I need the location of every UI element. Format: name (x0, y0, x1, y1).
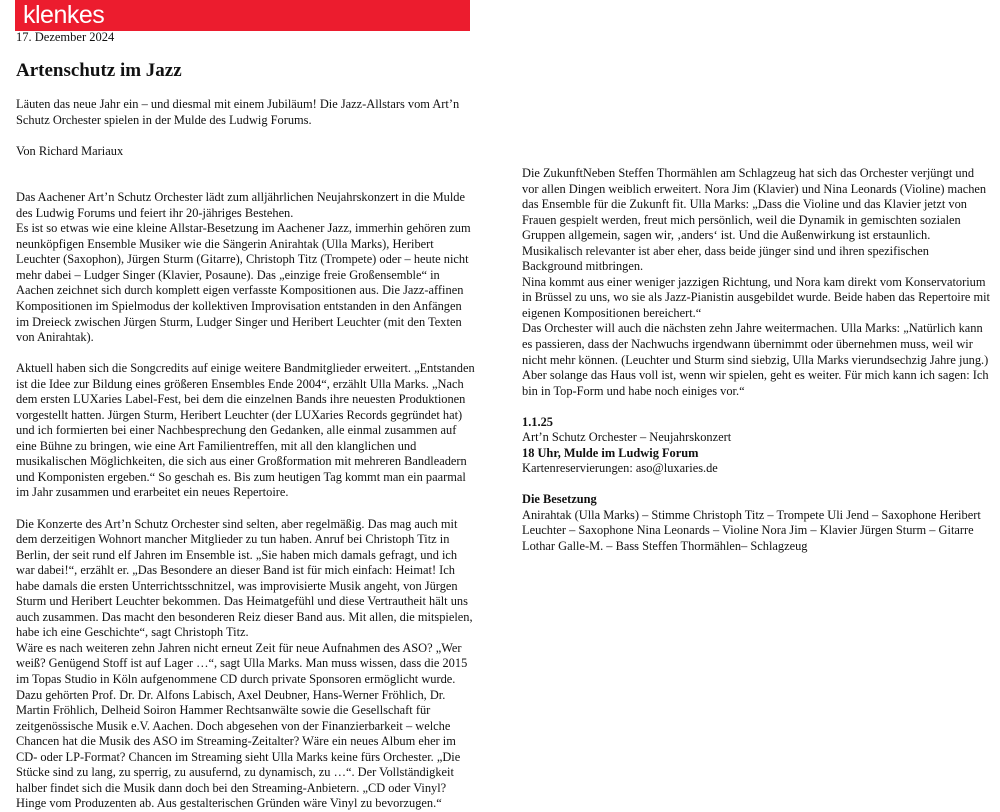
article-paragraph: Wäre es nach weiteren zehn Jahren nicht erneut Zeit für neue Aufnahmen des ASO? „Wer weiß? Genügend Stoff ist auf Lager …“, sagt Ulla Marks. Man muss wissen, dass die 2015 im Topas Studio in Köln aufgenommene CD durch private Sponsoren ermöglicht wurde. Dazu gehörten Prof. Dr. Dr. Alfons Labisch, Axel Deubner, Hans-Werner Fröhlich, Dr. Martin Fröhlich, Delheid Soiron Hammer Rechtsanwälte sowie die Gesellschaft für zeitgenössische Musik e.V. Aachen. Doch abgesehen von der Finanzierbarkeit – welche Chancen hat die Musik des ASO im Streaming-Zeitalter? Wäre ein neues Album eher im CD- oder LP-Format? Chancen im Streaming sieht Ulla Marks keine fürs Orchester. „Die Stücke sind zu lang, zu sperrig, zu ausufernd, zu dynamisch, zu …“. Der Vollständigkeit halber findet sich die Musik dann doch bei den Streaming-Anbietern. „CD oder Vinyl? Hinge vom Produzenten ab. Aus gestalterischen Gründen wäre Vinyl zu bevorzugen.“ (16, 640, 468, 811)
article-byline: Von Richard Mariaux (16, 143, 124, 158)
article-right-column (522, 166, 992, 555)
event-name: Art’n Schutz Orchester – Neujahrskonzert (522, 430, 732, 445)
article-paragraph: Nina kommt aus einer weniger jazzigen Richtung, und Nora kam direkt vom Konservatorium in Brüssel zu uns, wo sie als Jazz-Pianistin ausgebildet wurde. Beide haben das Repertoire mit eigenen Kompositionen bereichert.“ (522, 274, 990, 320)
lineup-heading: Die Besetzung (522, 492, 597, 507)
lineup-text: Anirahtak (Ulla Marks) – Stimme Christoph Titz – Trompete Uli Jend – Saxophone Heribert Leuchter – Saxophone Nina Leonards – Violine Nora Jim – Klavier Jürgen Sturm – Gitarre Lothar Galle-M. – Bass Steffen Thormählen– Schlagzeug (522, 507, 981, 554)
event-info (522, 415, 992, 477)
lineup-section (522, 492, 992, 554)
masthead-bar (15, 0, 470, 31)
article-paragraph: Aktuell haben sich die Songcredits auf einige weitere Bandmitglieder erweitert. „Entstanden ist die Idee zur Bildung eines größeren Ensembles Ende 2004“, erzählt Ulla Marks. „Nach dem ersten LUXaries Label-Fest, bei dem die einzelnen Bands ihre neuesten Produktionen vorgestellt hatten. Jürgen Sturm, Heribert Leuchter (der LUXaries Records gegründet hat) und ich formierten bei einer Nachbesprechung den Gedanken, alle einmal zusammen auf eine Bühne zu bringen, wie eine Art Familientreffen, mit all den klanglichen und musikalischen Möglichkeiten, die sich aus einer Großformation mit mehreren Bandleadern und Komponisten ergeben.“ So geschah es. Bis zum heutigen Tag kommt man ein paarmal im Jahr zusammen und erarbeitet ein neues Repertoire. (16, 361, 475, 500)
article-teaser: Läuten das neue Jahr ein – und diesmal mit einem Jubiläum! Die Jazz-Allstars vom Art’n Schutz Orchester spielen in der Mulde des Ludwig Forums. (16, 97, 460, 127)
article-paragraph: Das Aachener Art’n Schutz Orchester lädt zum alljährlichen Neujahrskonzert in die Mulde des Ludwig Forums und feiert ihr 20-jähriges Bestehen. (16, 190, 466, 220)
klenkes-logo[interactable]: klenkes (23, 1, 105, 29)
event-date: 1.1.25 (522, 414, 553, 429)
event-reservations: Kartenreservierungen: aso@luxaries.de (522, 461, 718, 476)
article-paragraph: Es ist so etwas wie eine kleine Allstar-Besetzung im Aachener Jazz, immerhin gehören zum neunköpfigen Ensemble Musiker wie die Sängerin Anirahtak (Ulla Marks), Heribert Leuchter (Saxophon), Jürgen Sturm (Gitarre), Christoph Titz (Trompete) oder – heute nicht mehr dabei – Ludger Singer (Klavier, Posaune). Das „einzige freie Großensemble“ in Aachen zeichnet sich durch komplett eigen verfasste Kompositionen aus. Die Jazz-affinen Kompositionen im Spielmodus der kollektiven Improvisation entstanden in den Anfängen im Dreieck zwischen Jürgen Sturm, Ludger Singer und Heribert Leuchter (mit den Texten von Anirahtak). (16, 221, 471, 345)
event-time-place: 18 Uhr, Mulde im Ludwig Forum (522, 445, 699, 460)
article-paragraph: Die Konzerte des Art’n Schutz Orchester sind selten, aber regelmäßig. Das mag auch mit dem derzeitigen Wohnort mancher Mitglieder zu tun haben. Anruf bei Christoph Titz in Berlin, der seit rund elf Jahren im Ensemble ist. „Sie haben mich damals gefragt, und ich war dabei!“, erzählt er. „Das Besondere an dieser Band ist für mich einfach: Heimat! Ich habe damals die ersten Unterrichtsschnitzel, was improvisierte Musik angeht, von Jürgen Sturm und Heribert Leuchter bekommen. Das Heimatgefühl und diese Vertrautheit hält uns auch zusammen. Das macht den besonderen Reiz dieser Band aus. Mit allen, die mitspielen, habe ich eine Geschichte“, sagt Christoph Titz. (16, 516, 473, 640)
article-paragraph: Das Orchester will auch die nächsten zehn Jahre weitermachen. Ulla Marks: „Natürlich kann es passieren, dass der Nachwuchs irgendwann übernimmt oder übernehmen muss, weil wir nicht mehr können. (Leuchter und Sturm sind siebzig, Ulla Marks vierundsechzig Jahre jung.) Aber solange das Haus voll ist, wenn wir spielen, geht es weiter. Für mich kann ich sagen: Ich bin in Top-Form und habe noch einiges vor.“ (522, 321, 989, 398)
article-left-column (16, 97, 476, 812)
publish-date: 17. Dezember 2024 (16, 30, 115, 44)
article-paragraph: Die ZukunftNeben Steffen Thormählen am Schlagzeug hat sich das Orchester verjüngt und vor allen Dingen weiblich erweitert. Nora Jim (Klavier) und Nina Leonards (Violine) machen das Ensemble für die Zukunft fit. Ulla Marks: „Dass die Violine und das Klavier jetzt von Frauen gespielt werden, freut mich persönlich, weil die Dynamik in gemischten sozialen Gruppen allgemein, sagen wir, ‚anders‘ ist. Und die Außenwirkung ist erstaunlich. Musikalisch relevanter ist aber eher, dass beide jünger sind und ihren spezifischen Background mitbringen. (522, 166, 987, 274)
article-title: Artenschutz im Jazz (16, 60, 182, 81)
